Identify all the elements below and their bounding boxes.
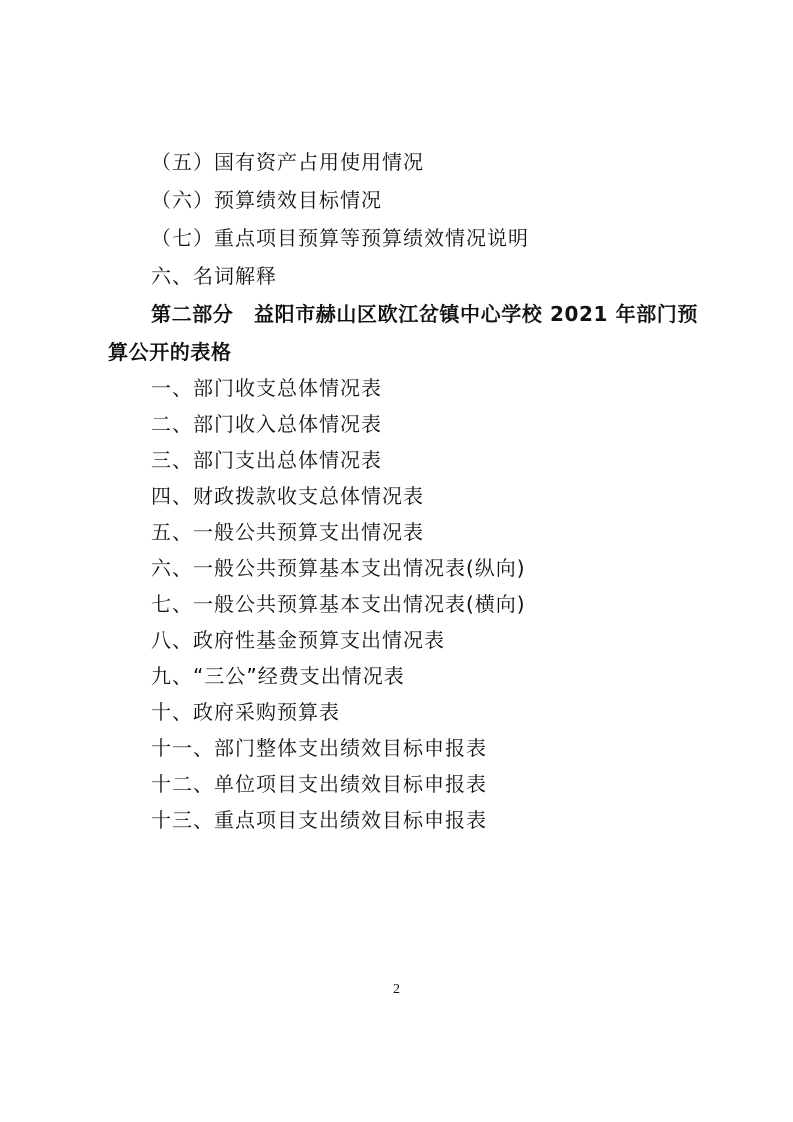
table-list-item: 十一、部门整体支出绩效目标申报表	[151, 736, 487, 760]
toc-item-key-projects: （七）重点项目预算等预算绩效情况说明	[151, 226, 529, 250]
table-list-item: 四、财政拨款收支总体情况表	[151, 484, 424, 508]
table-list-item: 三、部门支出总体情况表	[151, 448, 382, 472]
toc-item-performance-goals: （六）预算绩效目标情况	[151, 188, 382, 212]
table-list-item: 八、政府性基金预算支出情况表	[151, 628, 445, 652]
table-list-item: 十二、单位项目支出绩效目标申报表	[151, 772, 487, 796]
table-list-item: 十、政府采购预算表	[151, 700, 340, 724]
table-list-item: 六、一般公共预算基本支出情况表(纵向)	[151, 556, 526, 580]
table-list-item: 二、部门收入总体情况表	[151, 412, 382, 436]
part-two-title: 第二部分 益阳市赫山区欧江岔镇中心学校 2021 年部门预	[151, 302, 698, 326]
table-list-item: 七、一般公共预算基本支出情况表(横向)	[151, 592, 526, 616]
table-list-item: 五、一般公共预算支出情况表	[151, 520, 424, 544]
page-number: 2	[393, 982, 400, 997]
table-list-item: 一、部门收支总体情况表	[151, 376, 382, 400]
toc-item-glossary: 六、名词解释	[151, 264, 277, 288]
table-list-item: 十三、重点项目支出绩效目标申报表	[151, 808, 487, 832]
table-list-item: 九、“三公”经费支出情况表	[151, 664, 405, 688]
part-two-title-continued: 算公开的表格	[108, 340, 232, 364]
toc-item-state-assets: （五）国有资产占用使用情况	[151, 150, 424, 174]
